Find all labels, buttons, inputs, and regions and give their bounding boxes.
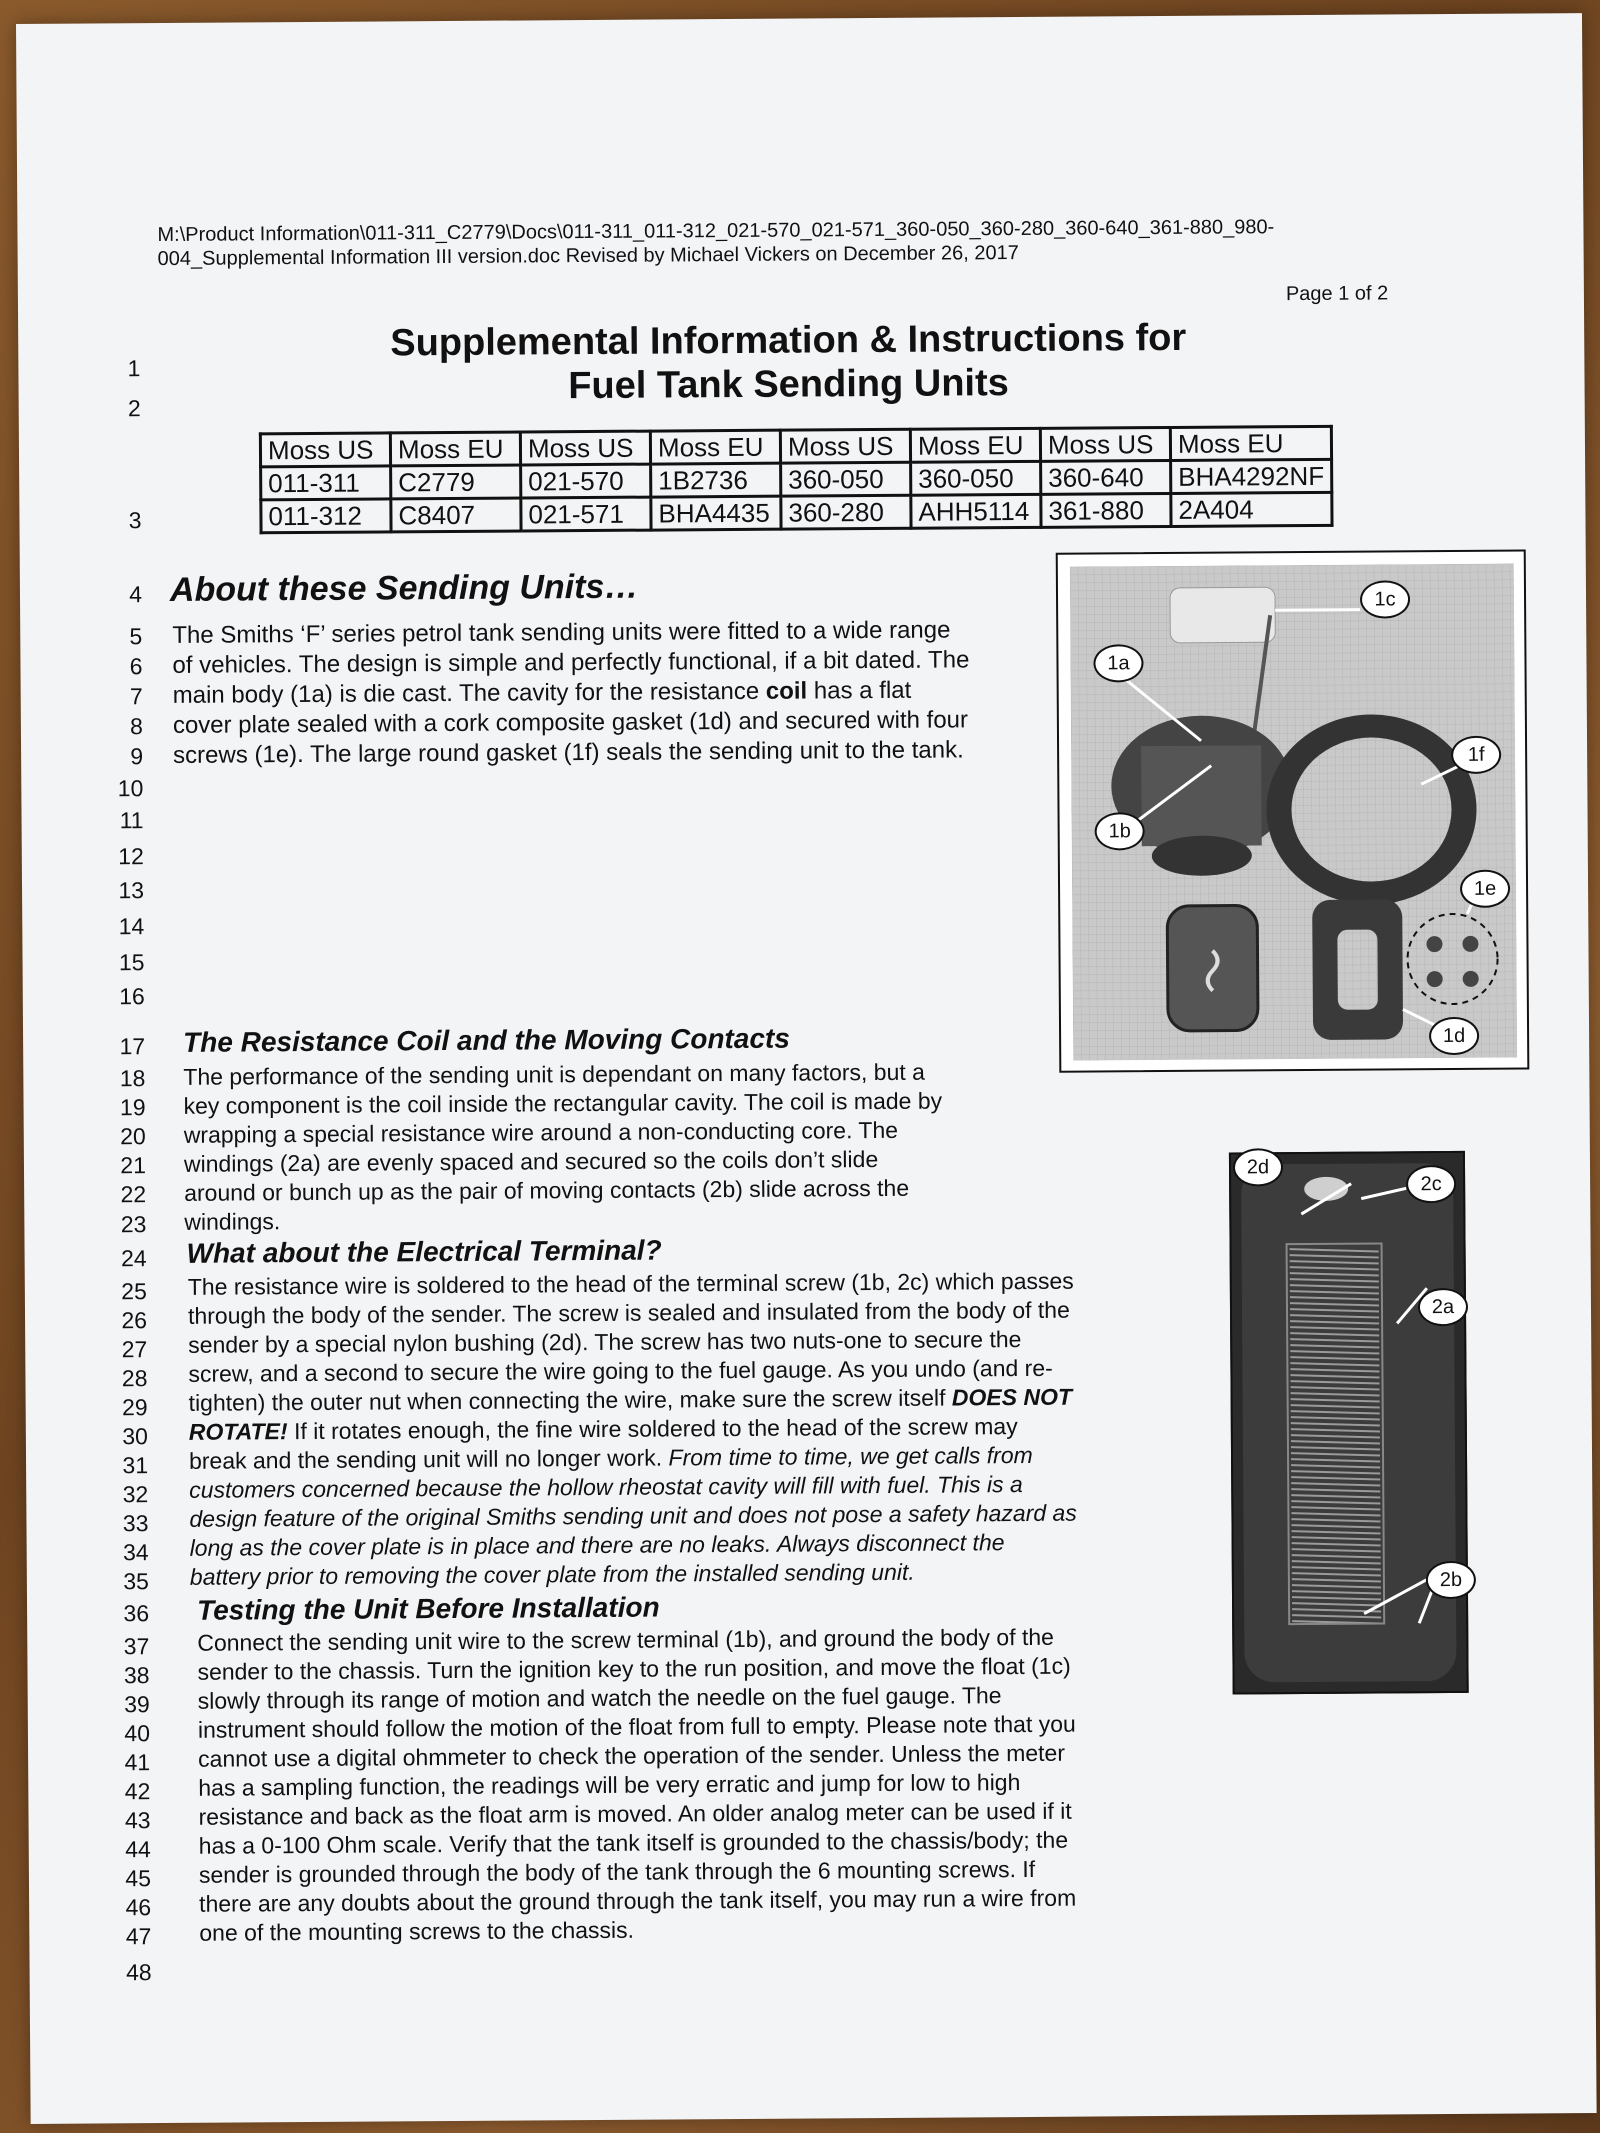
testing-line: cannot use a digital ohmmeter to check the operation of the sender. Unless the meter: [198, 1739, 1066, 1772]
terminal-line: tighten) the outer nut when connecting the wire, make sure the screw itself DOES NOT: [188, 1383, 1073, 1416]
line-number: 20: [120, 1123, 146, 1150]
testing-paragraph: [197, 1622, 1239, 1948]
parts-header-cell: Moss EU: [650, 430, 780, 464]
terminal-line: through the body of the sender. The screw is sealed and insulated from the body of the: [187, 1296, 1070, 1329]
line-number: 47: [125, 1923, 152, 1950]
terminal-line: long as the cover plate is in place and there are no leaks. Always disconnect the: [189, 1529, 1005, 1561]
parts-header-cell: Moss EU: [390, 432, 520, 466]
document-page: [16, 13, 1597, 2124]
line-number: 29: [121, 1394, 148, 1421]
line-number: 36: [123, 1600, 150, 1627]
terminal-line: sender by a special nylon bushing (2d). The screw has two nuts-one to secure the: [188, 1326, 1022, 1358]
terminal-line: break and the sending unit will no longer work. From time to time, we get calls from: [188, 1441, 1033, 1474]
about-line: screws (1e). The large round gasket (1f) seals the sending unit to the tank.: [173, 736, 964, 769]
title-line2: Fuel Tank Sending Units: [568, 362, 1009, 408]
parts-photo-image: [1070, 564, 1517, 1061]
terminal-line: screw, and a second to secure the wire going to the fuel gauge. As you undo (and re-: [188, 1354, 1053, 1387]
coil-line: windings (2a) are evenly spaced and secured so the coils don’t slide: [183, 1146, 879, 1177]
line-number: 22: [120, 1181, 147, 1208]
line-number: 8: [130, 713, 143, 740]
line-number: 10: [117, 775, 144, 802]
title-line1: Supplemental Information & Instructions for: [390, 316, 1187, 365]
parts-cell: 2A404: [1171, 492, 1332, 526]
line-number: 31: [122, 1452, 149, 1479]
parts-header-cell: Moss EU: [910, 428, 1040, 462]
heading-resistance-coil: The Resistance Coil and the Moving Contacts: [183, 1022, 790, 1058]
parts-cell: C8407: [391, 498, 521, 532]
line-number: 43: [124, 1807, 151, 1834]
terminal-line: ROTATE! If it rotates enough, the fine wire soldered to the head of the screw may: [188, 1413, 1018, 1445]
callout-1e: 1e: [1460, 870, 1510, 908]
coil-line: around or bunch up as the pair of moving contacts (2b) slide across the: [184, 1174, 910, 1206]
testing-line: sender is grounded through the body of the tank through the 6 mounting screws. If: [198, 1855, 1036, 1888]
about-line: main body (1a) is die cast. The cavity for the resistance coil has a flat: [172, 676, 912, 709]
coil-closeup-photo: [1229, 1151, 1469, 1695]
parts-cell: 360-640: [1041, 460, 1171, 494]
line-number: 16: [119, 983, 145, 1010]
about-line: The Smiths ‘F’ series petrol tank sending units were fitted to a wide range: [172, 616, 951, 649]
parts-cell: 011-311: [261, 466, 391, 500]
testing-line: sender to the chassis. Turn the ignition key to the run position, and move the float (1c): [197, 1652, 1071, 1685]
line-number: 34: [122, 1539, 149, 1566]
file-path-line2: 004_Supplemental Information III version.doc Revised by Michael Vickers on December 26, 2017: [157, 242, 1019, 271]
parts-header-cell: Moss US: [520, 431, 650, 465]
line-number: 13: [118, 877, 145, 904]
testing-line: one of the mounting screws to the chassis.: [199, 1916, 635, 1946]
about-line: cover plate sealed with a cork composite gasket (1d) and secured with four: [172, 706, 969, 739]
parts-cell: 1B2736: [651, 463, 781, 497]
line-number: 27: [121, 1336, 148, 1363]
terminal-line: The resistance wire is soldered to the head of the terminal screw (1b, 2c) which passes: [187, 1267, 1074, 1300]
callout-1b: 1b: [1095, 812, 1145, 850]
parts-cell: BHA4292NF: [1171, 459, 1332, 493]
line-number: 23: [120, 1211, 147, 1238]
parts-row: [261, 492, 1332, 532]
line-number: 21: [120, 1152, 147, 1179]
terminal-line: battery prior to removing the cover plate from the installed sending unit.: [189, 1558, 915, 1590]
heading-testing: Testing the Unit Before Installation: [196, 1591, 660, 1626]
callout-2b: 2b: [1426, 1561, 1476, 1599]
line-number: 9: [130, 743, 144, 770]
callout-1a: 1a: [1093, 644, 1143, 682]
line-number: 18: [119, 1065, 146, 1092]
parts-cell: C2779: [391, 465, 521, 499]
line-number: 44: [125, 1836, 151, 1863]
line-number: 39: [124, 1691, 150, 1718]
testing-line: resistance and back as the float arm is moved. An older analog meter can be used if it: [198, 1797, 1072, 1830]
line-number: 46: [125, 1894, 152, 1921]
line-number: 40: [124, 1720, 151, 1747]
parts-header-cell: Moss EU: [1170, 426, 1331, 460]
callout-1c: 1c: [1360, 580, 1410, 618]
line-number: 12: [118, 843, 144, 870]
line-number: 5: [129, 623, 143, 650]
file-path-header: [157, 215, 1377, 272]
line-number: 45: [125, 1865, 152, 1892]
line-number: 37: [123, 1633, 150, 1660]
terminal-line: customers concerned because the hollow rheostat cavity will fill with fuel. This is a: [189, 1471, 1023, 1503]
parts-cell: 021-571: [521, 497, 651, 531]
testing-line: there are any doubts about the ground through the tank itself, you may run a wire from: [199, 1884, 1077, 1917]
about-line: of vehicles. The design is simple and perfectly functional, if a bit dated. The: [172, 646, 970, 679]
coil-paragraph: [183, 1057, 1064, 1237]
line-number: 33: [122, 1510, 149, 1537]
line-number: 6: [129, 653, 143, 680]
parts-number-table: [259, 425, 1334, 534]
coil-line: wrapping a special resistance wire around a non-conducting core. The: [183, 1116, 899, 1148]
line-number: 1: [127, 355, 141, 382]
testing-line: has a sampling function, the readings will be very erratic and jump for low to high: [198, 1769, 1021, 1801]
line-number: 30: [122, 1423, 148, 1450]
callout-1d: 1d: [1429, 1017, 1479, 1055]
testing-line: instrument should follow the motion of the float from full to empty. Please note that you: [197, 1710, 1076, 1743]
callout-1f: 1f: [1451, 736, 1501, 774]
line-number: 28: [121, 1365, 148, 1392]
coil-line: key component is the coil inside the rectangular cavity. The coil is made by: [183, 1087, 943, 1119]
line-number: 2: [127, 395, 141, 422]
line-number: 48: [125, 1959, 152, 1986]
line-number: 11: [119, 807, 144, 834]
line-number: 15: [118, 949, 145, 976]
terminal-paragraph: [188, 1266, 1230, 1592]
line-number: 14: [118, 913, 145, 940]
line-number: 7: [129, 683, 143, 710]
parts-cell: 360-050: [911, 461, 1041, 495]
line-number: 38: [123, 1662, 150, 1689]
sending-unit-parts-photo: [1056, 549, 1530, 1072]
line-number: 19: [119, 1094, 146, 1121]
line-number: 17: [119, 1033, 146, 1060]
line-number: 32: [122, 1481, 149, 1508]
line-number: 41: [124, 1749, 151, 1776]
parts-cell: 360-280: [781, 495, 911, 529]
line-number: 3: [128, 507, 142, 534]
parts-cell: 021-570: [521, 464, 651, 498]
testing-line: slowly through its range of motion and watch the needle on the fuel gauge. The: [197, 1682, 1002, 1714]
callout-2a: 2a: [1418, 1288, 1468, 1326]
file-path-line1: M:\Product Information\011-311_C2779\Docs\011-311_011-312_021-570_021-571_360-050_360-280_360-640_361-880_980-: [157, 216, 1275, 247]
testing-line: has a 0-100 Ohm scale. Verify that the tank itself is grounded to the chassis/body; the: [198, 1826, 1069, 1859]
parts-header-cell: Moss US: [1040, 427, 1170, 461]
line-number: 24: [120, 1245, 147, 1272]
parts-cell: BHA4435: [651, 496, 781, 530]
line-number: 26: [121, 1307, 148, 1334]
callout-2d: 2d: [1233, 1148, 1283, 1186]
line-number: 42: [124, 1778, 151, 1805]
parts-header-cell: Moss US: [780, 429, 910, 463]
coil-line: windings.: [184, 1208, 281, 1235]
parts-cell: 011-312: [261, 499, 391, 533]
parts-header-cell: Moss US: [260, 433, 390, 467]
parts-cell: AHH5114: [911, 494, 1041, 528]
about-paragraph: [172, 615, 1063, 771]
line-number: 4: [129, 581, 143, 608]
callout-2c: 2c: [1406, 1165, 1456, 1203]
page-number: Page 1 of 2: [1285, 282, 1389, 306]
parts-cell: 360-050: [781, 462, 911, 496]
coil-photo-image: [1231, 1153, 1467, 1693]
terminal-line: design feature of the original Smiths sending unit and does not pose a safety hazard as: [189, 1499, 1077, 1532]
page-title: [308, 315, 1269, 410]
heading-electrical-terminal: What about the Electrical Terminal?: [186, 1234, 662, 1269]
testing-line: Connect the sending unit wire to the screw terminal (1b), and ground the body of the: [197, 1623, 1055, 1656]
coil-line: The performance of the sending unit is dependant on many factors, but a: [183, 1058, 926, 1090]
line-number: 25: [121, 1278, 147, 1305]
heading-about: About these Sending Units…: [169, 567, 639, 609]
line-number: 35: [123, 1568, 149, 1595]
parts-cell: 361-880: [1041, 493, 1171, 527]
